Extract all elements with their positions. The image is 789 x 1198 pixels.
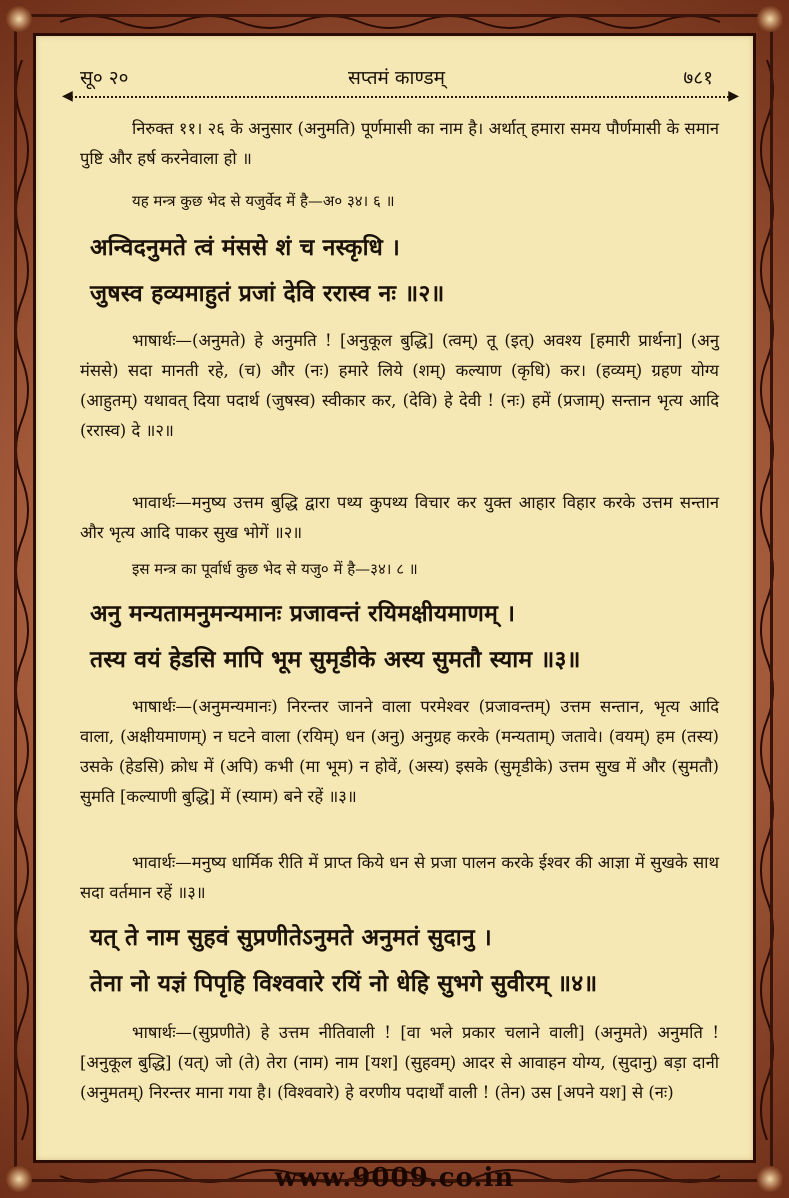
corner-ornament-icon xyxy=(6,6,32,32)
bhashartha-2: भाषार्थः—(अनुमते) हे अनुमति ! [अनुकूल बुद्धि] (त्वम्) तू (इत्) अवश्य [हमारी प्रार्थना] (अनु मंससे) सदा मानती रहे, (च) और (नः) हमारे लिये (शम्) कल्याण (कृधि) कर। (हव्यम्) ग्रहण योग्य (आहुतम्) यथावत् दिया पदार्थ (जुषस्व) स्वीकार कर, (देवि) हे देवी ! (नः) हमें (प्रजाम्) सन्तान भृत्य आदि (ररास्व) दे ॥२॥ xyxy=(80,331,719,440)
header-rule xyxy=(66,96,733,100)
sukta-number: सू० २० xyxy=(80,67,129,89)
footer-website-link[interactable]: www.9009.co.in xyxy=(274,1163,515,1193)
reference-note: इस मन्त्र का पूर्वार्ध कुछ भेद से यजु० में है—३४। ८ ॥ xyxy=(132,560,418,578)
mantra-2-line-1: अन्विदनुमते त्वं मंससे शं च नस्कृधि । xyxy=(90,234,401,261)
mantra-4-line-1: यत् ते नाम सुहवं सुप्रणीतेऽनुमते अनुमतं सुदानु । xyxy=(90,924,492,951)
mantra-4-line-2: तेना नो यज्ञं पिपृहि विश्ववारे रयिं नो धेहि सुभगे सुवीरम् ॥४॥ xyxy=(90,970,598,997)
rule-arrow-left-icon: ◀ xyxy=(62,88,73,104)
bhavartha-3: भावार्थः—मनुष्य धार्मिक रीति में प्राप्त किये धन से प्रजा पालन करके ईश्वर की आज्ञा में सुखके साथ सदा वर्तमान रहें ॥३॥ xyxy=(80,853,719,902)
page-header xyxy=(80,64,713,94)
mantra-3-line-2: तस्य वयं हेडसि मापि भूम सुमृडीके अस्य सुमतौ स्याम ॥३॥ xyxy=(90,646,581,673)
corner-ornament-icon xyxy=(757,6,783,32)
reference-note: यह मन्त्र कुछ भेद से यजुर्वेद में है—अ० ३४। ६ ॥ xyxy=(132,192,395,210)
commentary-paragraph: निरुक्त ११। २६ के अनुसार (अनुमति) पूर्णमासी का नाम है। अर्थात् हमारा समय पौर्णमासी के समान पुष्टि और हर्ष करनेवाला हो ॥ xyxy=(80,119,719,168)
bhashartha-4: भाषार्थः—(सुप्रणीते) हे उत्तम नीतिवाली ! [वा भले प्रकार चलाने वाली] (अनुमते) अनुमति ! [अनुकूल बुद्धि] (यत्) जो (ते) तेरा (नाम) नाम [यश] (सुहवम्) आदर से आवाहन योग्य, (सुदानु) बड़ा दानी (अनुमतम्) निरन्तर माना गया है। (विश्ववारे) हे वरणीय पदार्थों वाली ! (तेन) उस [अपने यश] से (नः) xyxy=(80,1023,719,1102)
book-page xyxy=(36,36,753,1160)
bhavartha-2: भावार्थः—मनुष्य उत्तम बुद्धि द्वारा पथ्य कुपथ्य विचार कर युक्त आहार विहार करके उत्तम सन्तान और भृत्य आदि पाकर सुख भोगें ॥२॥ xyxy=(80,493,719,542)
page-number: ७८१ xyxy=(683,67,713,89)
kanda-title: सप्तमं काण्डम् xyxy=(348,67,445,89)
rule-arrow-right-icon: ▶ xyxy=(728,88,739,104)
mantra-3-line-1: अनु मन्यतामनुमन्यमानः प्रजावन्तं रयिमक्षीयमाणम् । xyxy=(90,600,516,627)
bhashartha-3: भाषार्थः—(अनुमन्यमानः) निरन्तर जानने वाला परमेश्वर (प्रजावन्तम्) उत्तम सन्तान, भृत्य आदि वाला, (अक्षीयमाणम्) न घटने वाला (रयिम्) धन (अनु) अनुग्रह करके (मन्यताम्) जतावे। (वयम्) हम (तस्य) उसके (हेडसि) क्रोध में (अपि) कभी (मा भूम) न होवें, (अस्य) इसके (सुमृडीके) उत्तम सुख में और (सुमतौ) सुमति [कल्याणी बुद्धि] में (स्याम) बने रहें ॥३॥ xyxy=(80,697,719,806)
mantra-2-line-2: जुषस्व हव्यमाहुतं प्रजां देवि ररास्व नः ॥२॥ xyxy=(90,280,445,307)
